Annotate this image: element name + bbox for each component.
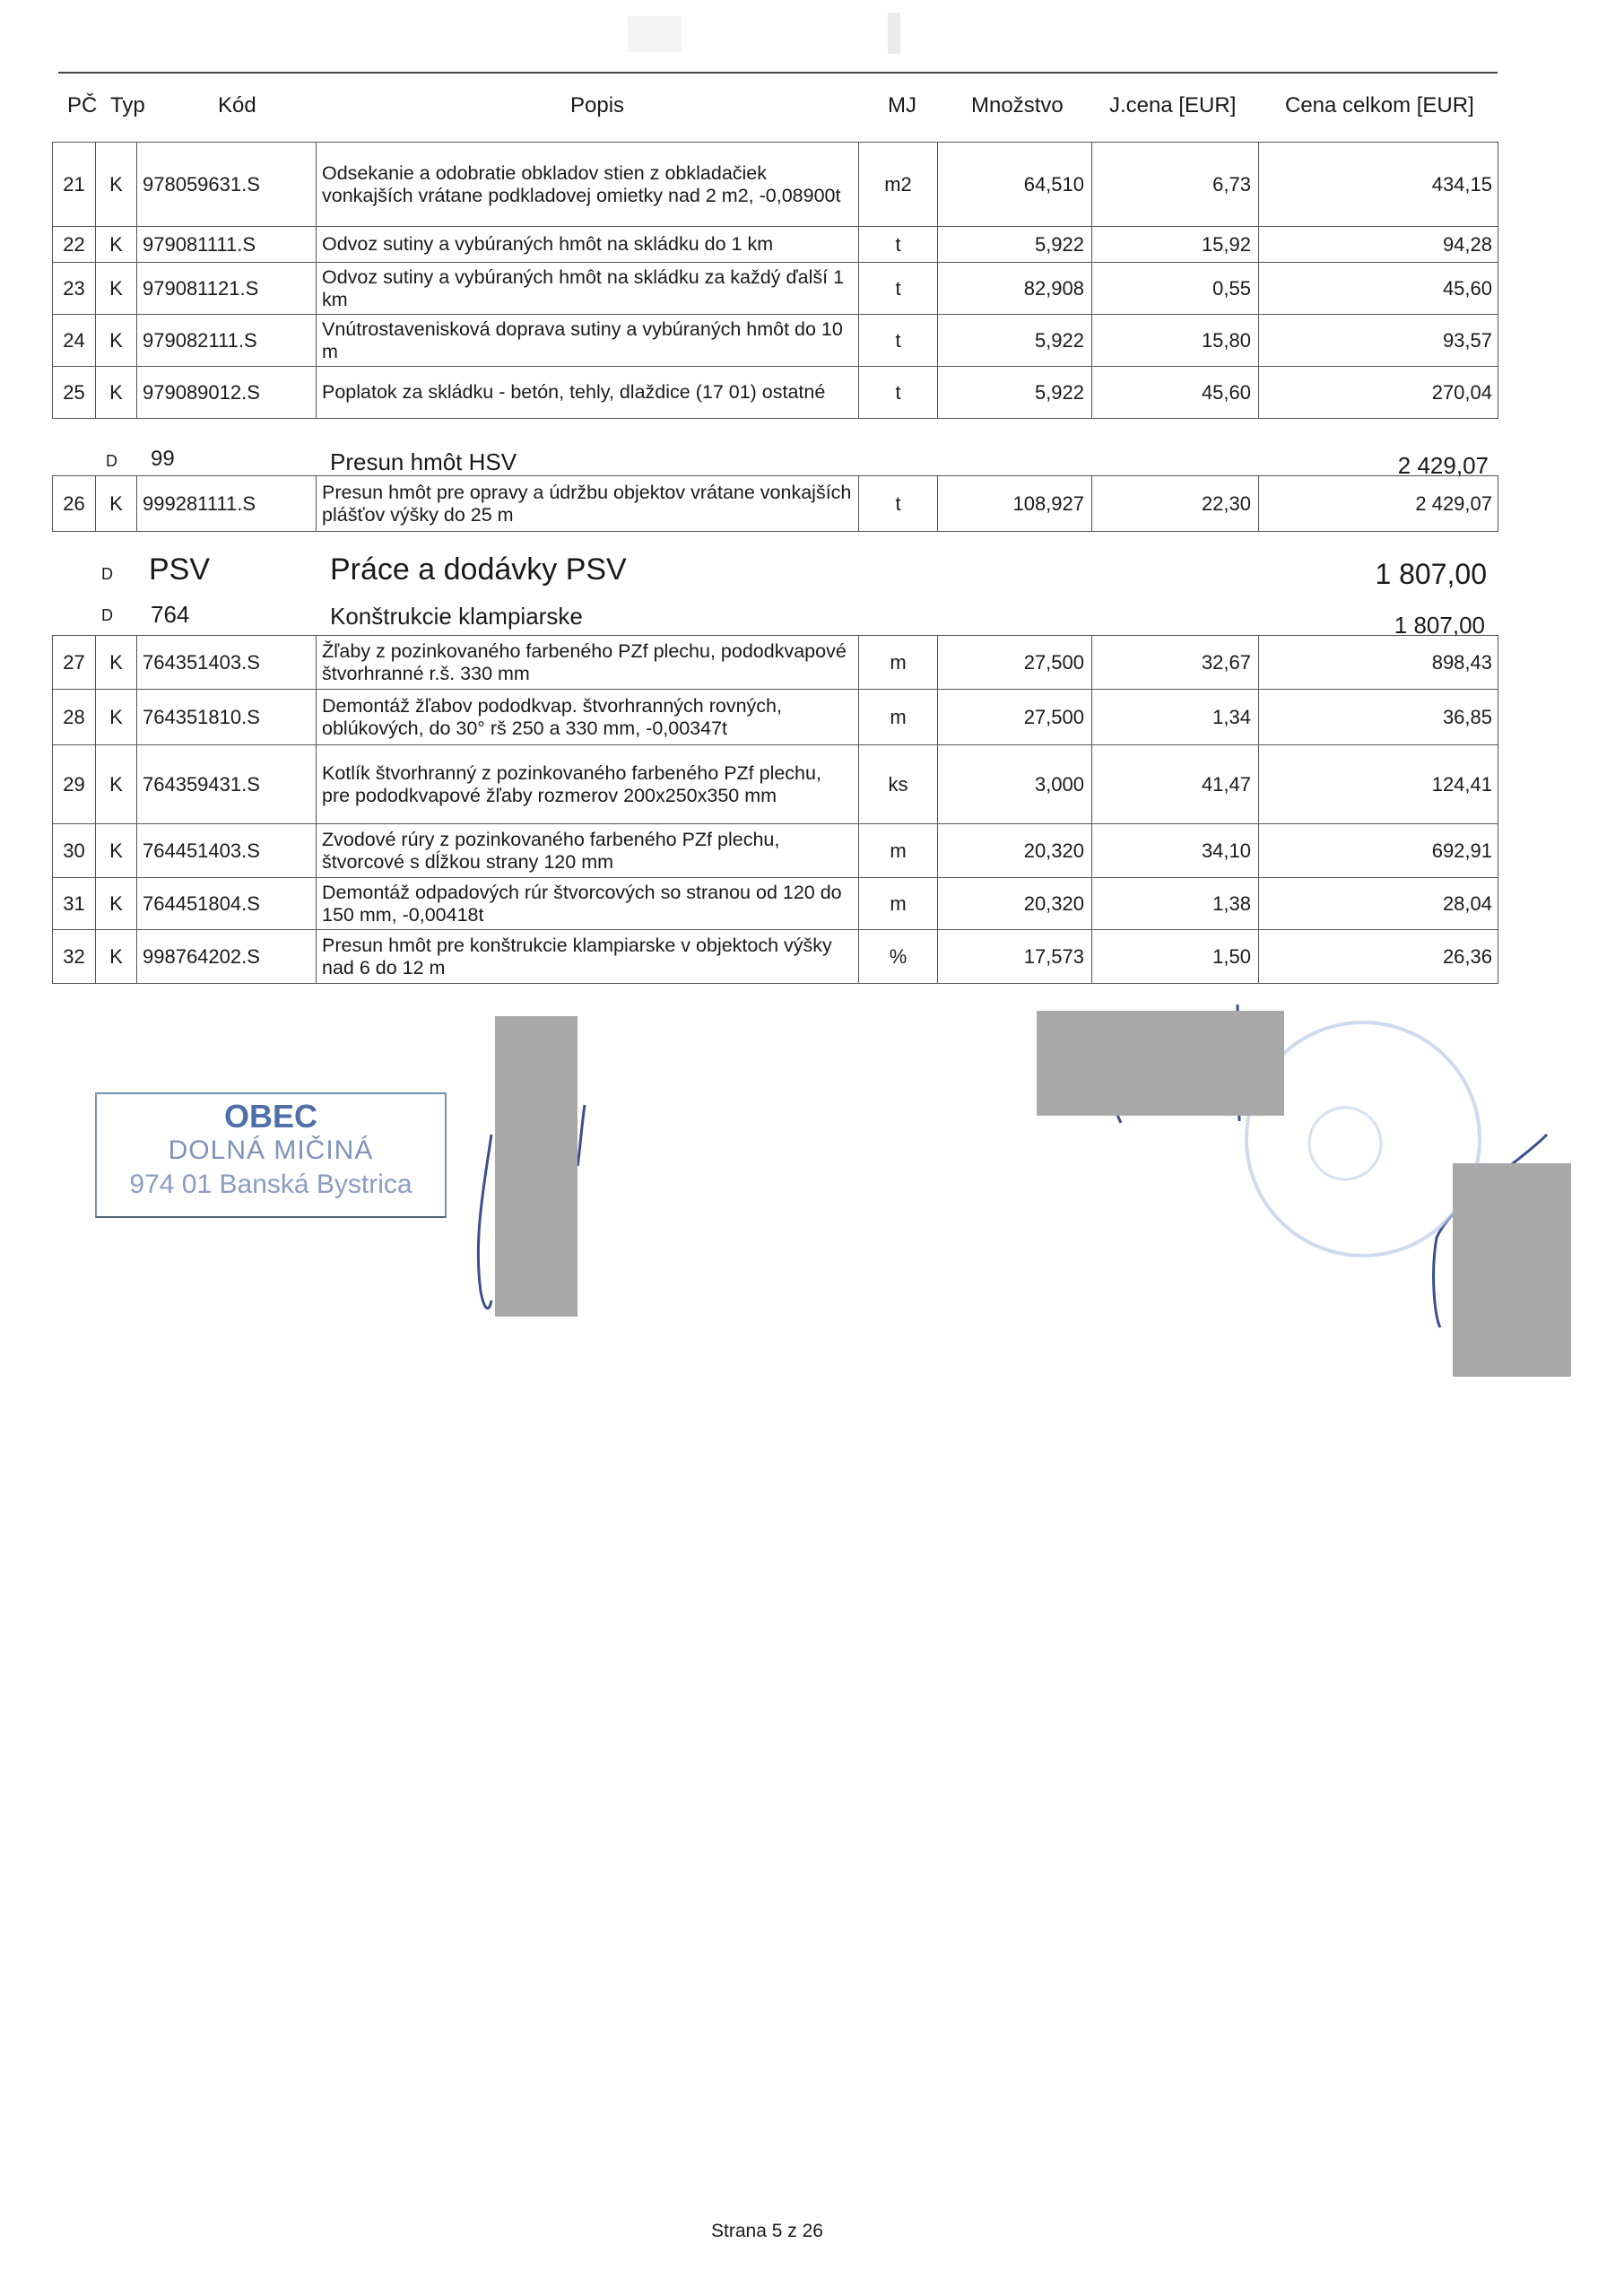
row-unit-price: 34,10 [1092,824,1259,878]
section-764-title: Konštrukcie klampiarske [330,603,583,630]
row-quantity: 27,500 [938,690,1092,745]
row-total: 898,43 [1259,636,1498,690]
row-quantity: 20,320 [938,878,1092,930]
signature-stroke [578,1105,585,1166]
col-jcena: J.cena [EUR] [1109,93,1237,117]
row-unit-price: 32,67 [1092,636,1259,690]
col-cena-celkom: Cena celkom [EUR] [1285,93,1474,117]
row-code: 998764202.S [137,930,317,984]
row-number: 28 [53,690,96,745]
stamp-line-3: 974 01 Banská Bystrica [129,1170,413,1199]
page-number: Strana 5 z 26 [711,2221,823,2241]
row-description: Demontáž odpadových rúr štvorcových so stranou od 120 do 150 mm, -0,00418t [317,878,859,930]
row-description: Demontáž žľabov pododkvap. štvorhranných rovných, oblúkových, do 30° rš 250 a 330 mm, -0,00347t [317,690,859,745]
col-mj: MJ [888,93,916,117]
row-type: K [96,745,137,824]
row-unit: t [859,263,938,315]
row-total: 94,28 [1259,227,1498,263]
row-quantity: 5,922 [938,315,1092,367]
row-description: Odvoz sutiny a vybúraných hmôt na skládku do 1 km [317,227,859,263]
round-seal-emblem [1309,1108,1381,1179]
row-type: K [96,315,137,367]
stamp-line-2: DOLNÁ MIČINÁ [168,1135,374,1165]
row-unit: t [859,227,938,263]
row-total: 26,36 [1259,930,1498,984]
row-unit-price: 1,38 [1092,878,1259,930]
row-unit-price: 1,50 [1092,930,1259,984]
row-quantity: 17,573 [938,930,1092,984]
row-number: 29 [53,745,96,824]
row-unit: t [859,476,938,532]
row-number: 25 [53,367,96,419]
row-description: Odvoz sutiny a vybúraných hmôt na skládku za každý ďalší 1 km [317,263,859,315]
row-unit-price: 1,34 [1092,690,1259,745]
row-unit: ks [859,745,938,824]
row-total: 124,41 [1259,745,1498,824]
section-99-d: D [106,452,117,470]
col-mnozstvo: Množstvo [971,93,1064,117]
row-total: 28,04 [1259,878,1498,930]
row-total: 270,04 [1259,367,1498,419]
section-764-d: D [101,606,113,624]
row-unit: t [859,367,938,419]
col-kod: Kód [218,93,256,117]
row-code: 979081121.S [137,263,317,315]
row-quantity: 108,927 [938,476,1092,532]
row-quantity: 5,922 [938,227,1092,263]
row-number: 30 [53,824,96,878]
row-quantity: 5,922 [938,367,1092,419]
row-total: 45,60 [1259,263,1498,315]
row-quantity: 27,500 [938,636,1092,690]
row-quantity: 82,908 [938,263,1092,315]
row-unit: m2 [859,143,938,227]
row-code: 764351810.S [137,690,317,745]
row-code: 979082111.S [137,315,317,367]
row-unit: m [859,878,938,930]
row-type: K [96,263,137,315]
row-total: 93,57 [1259,315,1498,367]
row-description: Kotlík štvorhranný z pozinkovaného farbeného PZf plechu, pre pododkvapové žľaby rozmerov 200x250x350 mm [317,745,859,824]
col-pc: PČ [67,93,98,117]
row-quantity: 20,320 [938,824,1092,878]
row-total: 434,15 [1259,143,1498,227]
redaction-block [495,1016,578,1317]
row-type: K [96,824,137,878]
row-code: 764451804.S [137,878,317,930]
row-unit-price: 15,80 [1092,315,1259,367]
section-764-code: 764 [151,601,190,628]
row-unit-price: 22,30 [1092,476,1259,532]
row-code: 764451403.S [137,824,317,878]
row-code: 979089012.S [137,367,317,419]
section-99-title: Presun hmôt HSV [330,448,517,475]
row-unit: m [859,690,938,745]
row-unit-price: 0,55 [1092,263,1259,315]
section-psv-total: 1 807,00 [1375,558,1487,590]
row-unit: t [859,315,938,367]
redaction-block [1453,1163,1571,1377]
row-quantity: 3,000 [938,745,1092,824]
row-unit: % [859,930,938,984]
section-psv-title: Práce a dodávky PSV [330,552,627,587]
row-total: 692,91 [1259,824,1498,878]
row-code: 979081111.S [137,227,317,263]
section-psv-d: D [101,565,113,583]
row-code: 999281111.S [137,476,317,532]
row-type: K [96,690,137,745]
row-number: 26 [53,476,96,532]
section-psv-code: PSV [149,552,211,587]
row-description: Žľaby z pozinkovaného farbeného PZf plechu, pododkvapové štvorhranné r.š. 330 mm [317,636,859,690]
row-code: 764359431.S [137,745,317,824]
row-code: 764351403.S [137,636,317,690]
col-popis: Popis [570,93,625,117]
row-type: K [96,636,137,690]
row-description: Presun hmôt pre opravy a údržbu objektov vrátane vonkajších plášťov výšky do 25 m [317,476,859,532]
row-number: 27 [53,636,96,690]
row-description: Presun hmôt pre konštrukcie klampiarske v objektoch výšky nad 6 do 12 m [317,930,859,984]
row-unit: m [859,824,938,878]
row-number: 22 [53,227,96,263]
row-description: Vnútrostavenisková doprava sutiny a vybúraných hmôt do 10 m [317,315,859,367]
stamp-line-1: OBEC [223,1098,317,1135]
row-total: 36,85 [1259,690,1498,745]
row-number: 23 [53,263,96,315]
section-764-total: 1 807,00 [1394,612,1485,639]
row-number: 32 [53,930,96,984]
col-typ: Typ [110,93,145,117]
section-99-code: 99 [151,447,175,471]
row-type: K [96,476,137,532]
row-type: K [96,227,137,263]
row-code: 978059631.S [137,143,317,227]
row-unit-price: 45,60 [1092,367,1259,419]
row-number: 31 [53,878,96,930]
redaction-block [1037,1011,1284,1116]
row-unit: m [859,636,938,690]
section-99-total: 2 429,07 [1397,452,1489,479]
row-quantity: 64,510 [938,143,1092,227]
row-total: 2 429,07 [1259,476,1498,532]
row-type: K [96,367,137,419]
row-unit-price: 6,73 [1092,143,1259,227]
row-type: K [96,143,137,227]
row-number: 24 [53,315,96,367]
row-type: K [96,878,137,930]
row-unit-price: 15,92 [1092,227,1259,263]
row-description: Odsekanie a odobratie obkladov stien z obkladačiek vonkajších vrátane podkladovej omietky nad 2 m2, -0,08900t [317,143,859,227]
row-description: Poplatok za skládku - betón, tehly, dlaždice (17 01) ostatné [317,367,859,419]
signature-stroke [478,1135,491,1309]
row-description: Zvodové rúry z pozinkovaného farbeného PZf plechu, štvorcové s dĺžkou strany 120 mm [317,824,859,878]
row-type: K [96,930,137,984]
row-number: 21 [53,143,96,227]
row-unit-price: 41,47 [1092,745,1259,824]
